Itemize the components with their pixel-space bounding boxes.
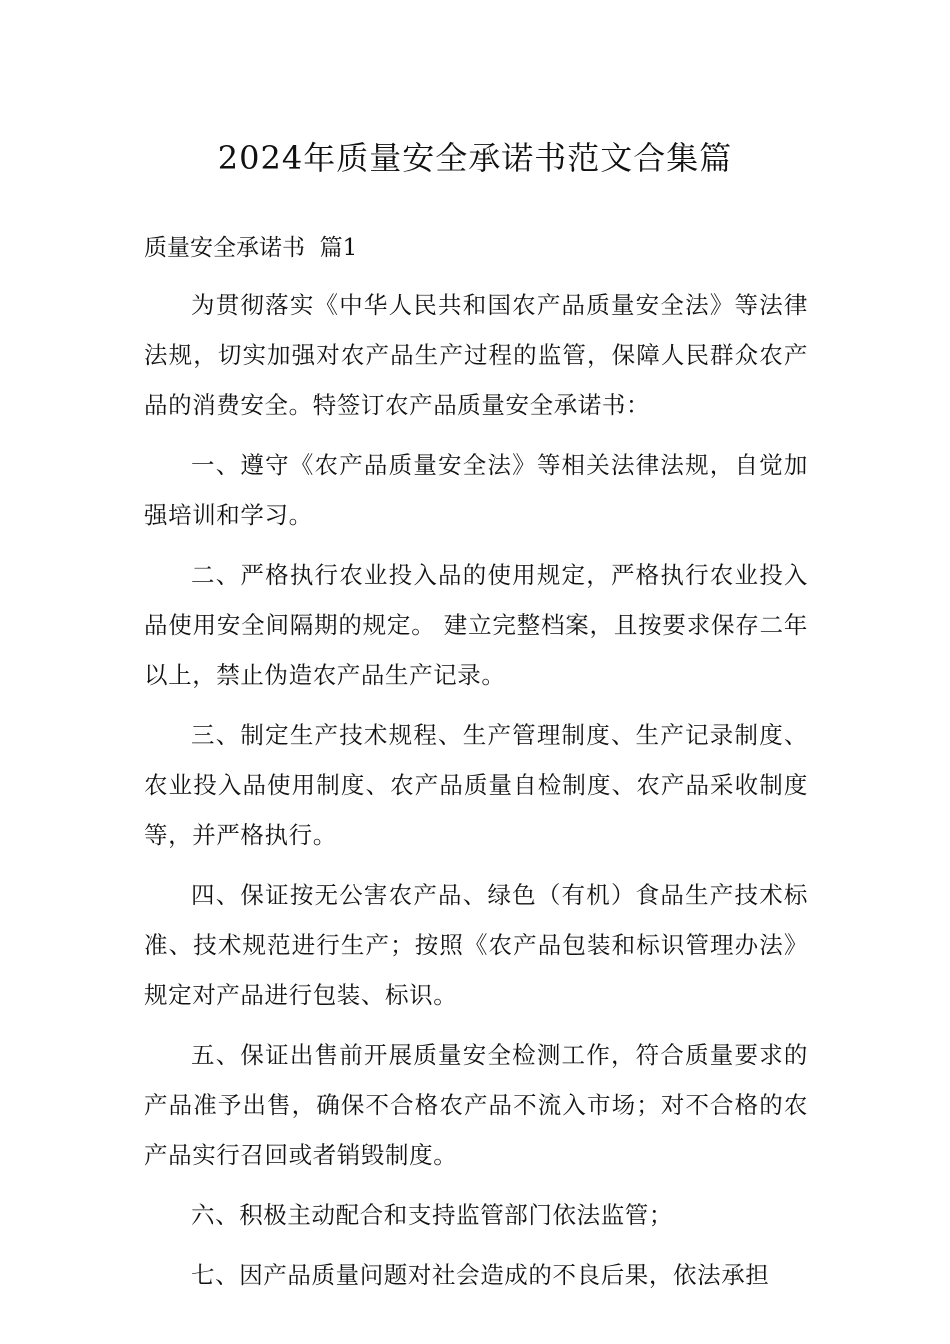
document-body [144, 280, 808, 1310]
paragraph-item-2: 二、严格执行农业投入品的使用规定，严格执行农业投入品使用安全间隔期的规定。 建立完整档案，且按要求保存二年以上，禁止伪造农产品生产记录。 [144, 561, 808, 689]
paragraph-item-7: 七、因产品质量问题对社会造成的不良后果，依法承担 [191, 1261, 770, 1289]
paragraph-item-3: 三、制定生产技术规程、生产管理制度、生产记录制度、农业投入品使用制度、农产品质量自检制度、农产品采收制度等，并严格执行。 [144, 721, 808, 849]
document-title: 2024年质量安全承诺书范文合集篇 [217, 139, 733, 177]
paragraph-item-6: 六、积极主动配合和支持监管部门依法监管； [191, 1201, 673, 1229]
section-heading: 质量安全承诺书 篇1 [144, 235, 358, 261]
paragraph-item-1: 一、遵守《农产品质量安全法》等相关法律法规，自觉加强培训和学习。 [144, 451, 808, 529]
paragraph-item-4: 四、保证按无公害农产品、绿色（有机）食品生产技术标准、技术规范进行生产；按照《农产品包装和标识管理办法》规定对产品进行包装、标识。 [144, 881, 808, 1009]
paragraph-intro: 为贯彻落实《中华人民共和国农产品质量安全法》等法律法规，切实加强对农产品生产过程的监管，保障人民群众农产品的消费安全。特签订农产品质量安全承诺书： [144, 291, 808, 419]
paragraph-item-5: 五、保证出售前开展质量安全检测工作，符合质量要求的产品准予出售，确保不合格农产品不流入市场；对不合格的农产品实行召回或者销毁制度。 [144, 1041, 808, 1169]
